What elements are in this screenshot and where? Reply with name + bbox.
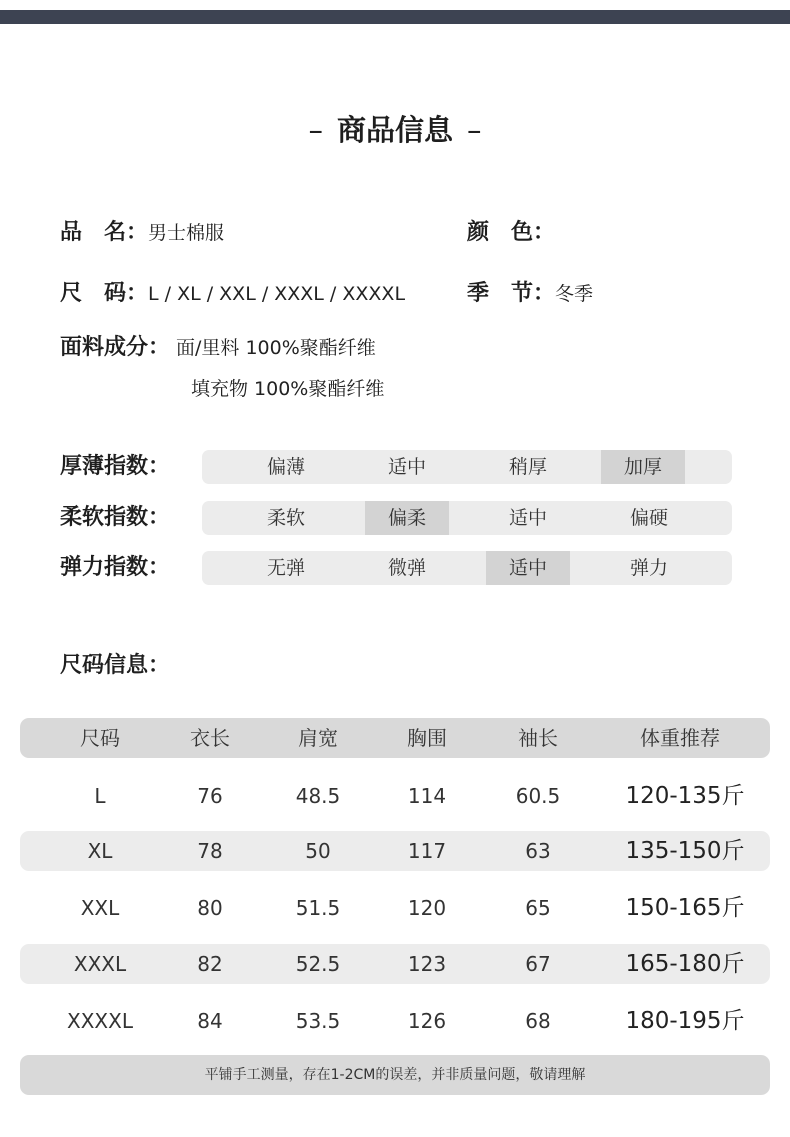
cell-sleeve: 68 [525, 1009, 551, 1033]
cell-weight: 180-195斤 [625, 1008, 745, 1034]
cell-weight: 165-180斤 [625, 951, 745, 977]
cell-shoulder: 53.5 [295, 1009, 341, 1033]
product-fabric-label: 面料成分： [60, 335, 171, 360]
softness-option-hard: 偏硬 [629, 507, 668, 529]
cell-length: 80 [197, 896, 223, 920]
cell-chest: 126 [407, 1009, 447, 1033]
page-title [0, 108, 790, 149]
cell-shoulder: 50 [305, 839, 331, 863]
header-sleeve: 袖长 [518, 726, 558, 750]
product-fabric-row-2 [191, 374, 384, 404]
cell-weight: 120-135斤 [625, 783, 745, 809]
product-name-label: 品 名： [60, 220, 149, 245]
cell-chest: 117 [407, 839, 447, 863]
cell-shoulder: 52.5 [295, 952, 341, 976]
product-size-value: L / XL / XXL / XXXL / XXXXL [148, 283, 406, 305]
thickness-option-thick-selected: 加厚 [601, 450, 685, 484]
product-size-label: 尺 码： [60, 281, 149, 306]
cell-size: XXL [80, 896, 120, 920]
cell-length: 84 [197, 1009, 223, 1033]
elasticity-index-bar [202, 551, 732, 585]
elasticity-option-none: 无弹 [266, 557, 305, 579]
product-size-row [60, 279, 405, 309]
cell-sleeve: 60.5 [515, 784, 561, 808]
thickness-index-bar [202, 450, 732, 484]
thickness-option-medium: 适中 [387, 456, 426, 478]
title-dash-right: – [467, 113, 482, 147]
title-text: 商品信息 [336, 113, 453, 147]
header-chest: 胸围 [407, 726, 447, 750]
header-shoulder: 肩宽 [298, 726, 338, 750]
cell-length: 82 [197, 952, 223, 976]
cell-sleeve: 65 [525, 896, 551, 920]
thickness-index-label: 厚薄指数： [60, 454, 171, 479]
product-fabric-line1: 面/里料 100%聚酯纤维 [176, 337, 376, 359]
size-info-label: 尺码信息： [60, 653, 171, 678]
elasticity-option-slight: 微弹 [387, 557, 426, 579]
product-name-value: 男士棉服 [148, 222, 225, 244]
product-color-row [467, 218, 555, 248]
cell-chest: 114 [407, 784, 447, 808]
product-season-label: 季 节： [467, 281, 556, 306]
cell-chest: 120 [407, 896, 447, 920]
product-color-label: 颜 色： [467, 220, 556, 245]
softness-option-medium: 适中 [508, 507, 547, 529]
product-season-value: 冬季 [555, 283, 594, 305]
softness-option-fairly-soft-selected: 偏柔 [365, 501, 449, 535]
elasticity-index-label: 弹力指数： [60, 555, 171, 580]
header-size: 尺码 [80, 726, 120, 750]
softness-option-soft: 柔软 [266, 507, 305, 529]
cell-length: 76 [197, 784, 223, 808]
cell-chest: 123 [407, 952, 447, 976]
title-dash-left: – [308, 113, 323, 147]
product-season-row [467, 279, 593, 309]
cell-size: XL [87, 839, 113, 863]
cell-length: 78 [197, 839, 223, 863]
softness-index-bar [202, 501, 732, 535]
product-fabric-row [60, 333, 376, 363]
product-fabric-line2: 填充物 100%聚酯纤维 [191, 378, 385, 400]
cell-sleeve: 63 [525, 839, 551, 863]
top-banner-bar [0, 10, 790, 24]
cell-size: XXXXL [67, 1009, 133, 1033]
cell-size: XXXL [73, 952, 127, 976]
softness-index-label: 柔软指数： [60, 505, 171, 530]
header-weight: 体重推荐 [640, 726, 720, 750]
cell-weight: 135-150斤 [625, 838, 745, 864]
cell-weight: 150-165斤 [625, 895, 745, 921]
measurement-note: 平铺手工测量，存在1-2CM的误差，并非质量问题，敬请理解 [20, 1055, 770, 1095]
product-name-row [60, 218, 224, 248]
thickness-option-slightly-thick: 稍厚 [508, 456, 547, 478]
cell-shoulder: 48.5 [295, 784, 341, 808]
elasticity-option-stretch: 弹力 [629, 557, 668, 579]
cell-shoulder: 51.5 [295, 896, 341, 920]
thickness-option-thin: 偏薄 [266, 456, 305, 478]
header-length: 衣长 [190, 726, 230, 750]
elasticity-option-medium-selected: 适中 [486, 551, 570, 585]
cell-size: L [94, 784, 106, 808]
cell-sleeve: 67 [525, 952, 551, 976]
